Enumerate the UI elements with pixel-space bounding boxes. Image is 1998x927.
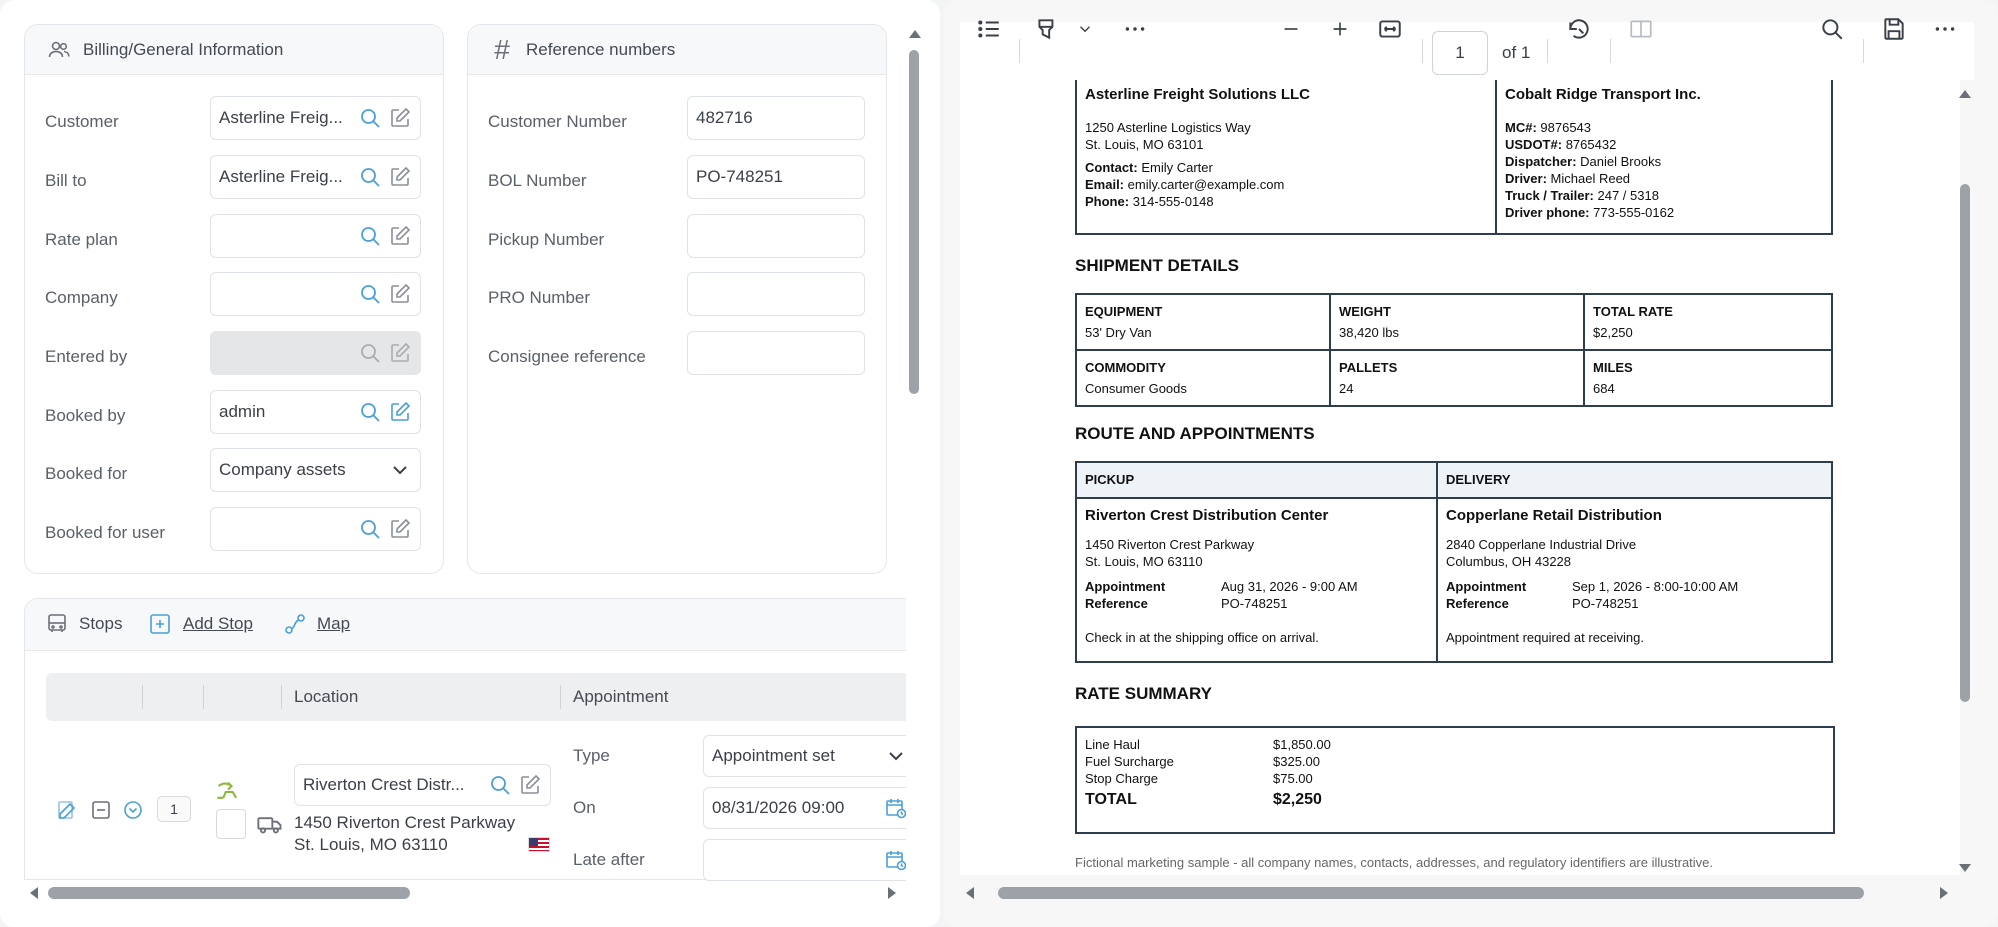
stops-title: Stops [79, 614, 123, 633]
add-stop-link[interactable]: Add Stop [183, 614, 253, 633]
booked-by-field[interactable] [210, 390, 421, 434]
shipment-value: $2,250 [1593, 325, 1633, 340]
search-icon[interactable] [358, 165, 382, 189]
carrier-dispatcher: Daniel Brooks [1580, 154, 1662, 169]
shipment-value: Consumer Goods [1085, 381, 1187, 396]
rate-summary-table [1075, 726, 1835, 834]
shipper-addr1: 1250 Asterline Logistics Way [1085, 120, 1251, 135]
route-table [1075, 461, 1833, 663]
delivery-name: Copperlane Retail Distribution [1446, 507, 1662, 524]
rate-summary-heading: RATE SUMMARY [1075, 684, 1212, 703]
shipment-label: EQUIPMENT [1085, 304, 1163, 319]
shipment-cell [1330, 350, 1584, 406]
scroll-up-arrow-icon[interactable] [1959, 90, 1971, 98]
shipper-email: emily.carter@example.com [1127, 177, 1285, 192]
chevron-down-icon [388, 458, 412, 482]
total-value: $2,250 [1273, 791, 1322, 808]
col-divider [142, 685, 143, 709]
shipment-cell [1584, 350, 1832, 406]
pdf-vertical-scrollbar[interactable] [1956, 86, 1974, 876]
reference-card-title: Reference numbers [526, 39, 676, 59]
appointment-type-label: Type [573, 746, 610, 765]
add-stop-plus-icon[interactable] [148, 612, 172, 636]
edit-icon[interactable] [388, 282, 412, 306]
parties-table [1075, 80, 1833, 235]
billing-field-label: Booked for [45, 464, 128, 483]
edit-icon[interactable] [388, 224, 412, 248]
toolbar-separator [1863, 39, 1864, 63]
remove-stop-icon[interactable] [89, 798, 113, 822]
customer-number-input[interactable] [687, 96, 865, 140]
rate-summary-cell [1076, 727, 1834, 833]
pdf-horizontal-scroll-thumb[interactable] [998, 887, 1864, 899]
chevron-down-icon[interactable] [1070, 14, 1100, 44]
zoom-in-icon[interactable] [1325, 14, 1355, 44]
reference-field-label: PRO Number [488, 288, 591, 307]
delivery-appt: Sep 1, 2026 - 8:00-10:00 AM [1572, 579, 1739, 594]
route-heading: ROUTE AND APPOINTMENTS [1075, 424, 1315, 443]
shipper-contact: Emily Carter [1141, 160, 1213, 175]
rotate-icon[interactable] [1564, 14, 1594, 44]
shipper-email-label: Email: [1085, 177, 1125, 192]
toolbar-separator [1019, 39, 1020, 63]
zoom-out-icon[interactable] [1276, 14, 1306, 44]
carrier-truck: 247 / 5318 [1597, 188, 1659, 203]
total-label: TOTAL [1085, 791, 1137, 808]
users-icon [47, 38, 71, 62]
search-icon [358, 341, 382, 365]
delivery-header [1437, 462, 1832, 498]
carrier-driver-phone-label: Driver phone: [1505, 205, 1590, 220]
billing-field-label: Booked by [45, 406, 126, 425]
fit-width-icon[interactable] [1375, 14, 1405, 44]
rate-line [1085, 770, 1825, 787]
shipment-cell [1330, 294, 1584, 350]
pdf-page [960, 80, 1960, 875]
stop-location-value[interactable]: Riverton Crest Distr... [303, 775, 465, 794]
appointment-late-field[interactable] [703, 839, 913, 881]
calendar-clock-icon[interactable] [884, 796, 908, 820]
billing-card-header [25, 25, 443, 75]
shipment-cell [1076, 350, 1330, 406]
billing-field-label: Customer [45, 112, 119, 131]
col-divider [560, 685, 561, 709]
page-count-label: of 1 [1502, 43, 1531, 62]
carrier-mc: 9876543 [1540, 120, 1592, 135]
appointment-on-field[interactable] [703, 787, 913, 829]
search-icon[interactable] [1817, 14, 1847, 44]
search-icon[interactable] [488, 773, 512, 797]
pickup-ref: PO-748251 [1221, 596, 1288, 611]
pickup-header-text: PICKUP [1085, 472, 1135, 487]
shipper-name: Asterline Freight Solutions LLC [1085, 86, 1311, 103]
bill-to-value[interactable]: Asterline Freig... [219, 167, 343, 186]
edit-icon[interactable] [388, 517, 412, 541]
pickup-stop-type-icon [214, 778, 242, 806]
appointment-on-label: On [573, 798, 596, 817]
shipment-details-heading: SHIPMENT DETAILS [1075, 256, 1240, 275]
reference-card-header [468, 25, 886, 75]
stop-address-line1: 1450 Riverton Crest Parkway [294, 813, 516, 832]
billing-field-label: Bill to [45, 171, 87, 190]
rate-line-label: Fuel Surcharge [1085, 754, 1174, 769]
stop-index-badge: 1 [157, 796, 191, 822]
scroll-up-arrow-icon[interactable] [909, 30, 921, 38]
rate-line-value: $1,850.00 [1273, 737, 1331, 752]
shipment-label: COMMODITY [1085, 360, 1166, 375]
shipment-value: 38,420 lbs [1339, 325, 1399, 340]
more-horizontal-icon[interactable] [1120, 14, 1150, 44]
scroll-left-arrow-icon[interactable] [966, 887, 974, 899]
scroll-down-arrow-icon[interactable] [1959, 864, 1971, 872]
pickup-cell [1076, 498, 1437, 662]
save-icon[interactable] [1879, 14, 1909, 44]
chevron-down-icon [884, 744, 908, 768]
reference-field-label: Customer Number [488, 112, 627, 131]
customer-number-value[interactable]: 482716 [696, 108, 753, 127]
shipment-label: WEIGHT [1339, 304, 1391, 319]
stops-table-header [46, 673, 906, 721]
shipment-label: MILES [1593, 360, 1633, 375]
delivery-addr1: 2840 Copperlane Industrial Drive [1446, 537, 1637, 552]
pdf-horizontal-scrollbar[interactable] [960, 884, 1956, 902]
rate-line [1085, 736, 1825, 753]
carrier-truck-label: Truck / Trailer: [1505, 188, 1594, 203]
map-route-icon[interactable] [283, 612, 307, 636]
toolbar-separator [1610, 39, 1611, 63]
appointment-on-value[interactable]: 08/31/2026 09:00 [712, 798, 845, 817]
pickup-header [1076, 462, 1437, 498]
col-divider [281, 685, 282, 709]
search-icon[interactable] [358, 400, 382, 424]
appointment-type-select[interactable] [703, 735, 913, 777]
col-divider [203, 685, 204, 709]
booked-by-value[interactable]: admin [219, 402, 266, 421]
billing-field-label: Entered by [45, 347, 128, 366]
delivery-note: Appointment required at receiving. [1446, 630, 1645, 645]
left-horizontal-scrollbar[interactable] [24, 884, 906, 902]
column-header-appointment: Appointment [573, 687, 669, 706]
rate-line [1085, 753, 1825, 770]
customer-value[interactable]: Asterline Freig... [219, 108, 343, 127]
rate-line-value: $325.00 [1273, 754, 1320, 769]
bol-number-value[interactable]: PO-748251 [696, 167, 783, 186]
bill-to-field[interactable] [210, 155, 421, 199]
page-number-input[interactable]: 1 [1432, 31, 1488, 75]
shipment-value: 24 [1339, 381, 1354, 396]
us-flag-icon [528, 837, 550, 852]
delivery-appt-label: Appointment [1446, 579, 1527, 594]
consignee-reference-input[interactable] [687, 331, 865, 375]
shipper-phone-label: Phone: [1085, 194, 1130, 209]
highlighter-icon[interactable] [1032, 14, 1062, 44]
billing-field-label: Rate plan [45, 230, 118, 249]
edit-icon[interactable] [388, 165, 412, 189]
document-footer-note: Fictional marketing sample - all company names, contacts, addresses, and regulatory identifiers are illustrative. [1075, 855, 1714, 870]
reference-field-label: BOL Number [488, 171, 587, 190]
pickup-number-input[interactable] [687, 214, 865, 258]
shipment-value: 684 [1593, 381, 1615, 396]
edit-stop-icon[interactable] [56, 798, 80, 822]
stop-location-field[interactable] [294, 764, 551, 806]
delivery-cell [1437, 498, 1832, 662]
booked-for-field[interactable] [210, 448, 421, 492]
reference-field-label: Pickup Number [488, 230, 605, 249]
outline-list-icon[interactable] [974, 14, 1004, 44]
carrier-name: Cobalt Ridge Transport Inc. [1505, 86, 1701, 103]
edit-icon[interactable] [388, 106, 412, 130]
column-header-location: Location [294, 687, 359, 706]
pickup-addr2: St. Louis, MO 63110 [1085, 554, 1203, 569]
search-icon[interactable] [358, 282, 382, 306]
company-field[interactable] [210, 272, 421, 316]
booked-for-user-field[interactable] [210, 507, 421, 551]
shipper-phone: 314-555-0148 [1132, 194, 1214, 209]
shipment-details-table [1075, 293, 1833, 407]
bus-icon [45, 612, 69, 636]
scroll-right-arrow-icon[interactable] [1940, 887, 1948, 899]
pickup-appt-label: Appointment [1085, 579, 1166, 594]
pdf-vertical-scroll-thumb[interactable] [1960, 184, 1970, 702]
billing-field-label: Booked for user [45, 523, 166, 542]
calendar-clock-icon[interactable] [884, 848, 908, 872]
delivery-ref-label: Reference [1446, 596, 1509, 611]
shipper-cell [1076, 80, 1496, 234]
edit-icon [388, 341, 412, 365]
pickup-note: Check in at the shipping office on arrival. [1085, 630, 1319, 645]
shipment-label: TOTAL RATE [1593, 304, 1673, 319]
scroll-left-arrow-icon[interactable] [30, 887, 38, 899]
shipment-value: 53' Dry Van [1085, 325, 1152, 340]
booked-for-value[interactable]: Company assets [219, 460, 346, 479]
rate-line-label: Stop Charge [1085, 771, 1158, 786]
rate-plan-field[interactable] [210, 214, 421, 258]
map-link[interactable]: Map [317, 614, 351, 633]
carrier-dispatcher-label: Dispatcher: [1505, 154, 1577, 169]
pickup-name: Riverton Crest Distribution Center [1085, 507, 1329, 524]
delivery-addr2: Columbus, OH 43228 [1446, 554, 1572, 569]
rate-line-label: Line Haul [1085, 737, 1140, 752]
shipment-cell [1584, 294, 1832, 350]
delivery-ref: PO-748251 [1572, 596, 1639, 611]
billing-field-label: Company [45, 288, 118, 307]
pickup-addr1: 1450 Riverton Crest Parkway [1085, 537, 1255, 552]
expand-stop-icon[interactable] [121, 798, 145, 822]
rate-line-value: $75.00 [1273, 771, 1313, 786]
truck-icon [256, 810, 284, 838]
pickup-ref-label: Reference [1085, 596, 1148, 611]
carrier-cell [1496, 80, 1832, 234]
carrier-driver-phone: 773-555-0162 [1593, 205, 1675, 220]
toolbar-separator [1547, 39, 1548, 63]
carrier-usdot: 8765432 [1565, 137, 1617, 152]
carrier-driver: Michael Reed [1550, 171, 1631, 186]
search-icon[interactable] [358, 224, 382, 248]
left-vertical-scrollbar-lower [906, 598, 924, 880]
scroll-right-arrow-icon[interactable] [888, 887, 896, 899]
search-icon[interactable] [358, 517, 382, 541]
carrier-usdot-label: USDOT#: [1505, 137, 1563, 152]
edit-icon[interactable] [388, 400, 412, 424]
carrier-mc-label: MC#: [1505, 120, 1537, 135]
reference-field-label: Consignee reference [488, 347, 646, 366]
customer-field[interactable] [210, 96, 421, 140]
toolbar-separator [1422, 39, 1423, 63]
hash-icon: # [494, 33, 510, 65]
stop-address-line2: St. Louis, MO 63110 [294, 835, 448, 854]
left-horizontal-scroll-thumb[interactable] [48, 887, 410, 899]
more-horizontal-icon[interactable] [1930, 14, 1960, 44]
shipment-label: PALLETS [1339, 360, 1398, 375]
stop-checkbox[interactable] [216, 809, 246, 839]
bol-number-input[interactable] [687, 155, 865, 199]
pickup-appt: Aug 31, 2026 - 9:00 AM [1221, 579, 1358, 594]
pro-number-input[interactable] [687, 272, 865, 316]
left-vertical-scroll-thumb[interactable] [909, 50, 919, 394]
appointment-late-label: Late after [573, 850, 645, 869]
edit-icon[interactable] [518, 773, 542, 797]
shipment-cell [1076, 294, 1330, 350]
entered-by-field [210, 331, 421, 375]
appointment-type-value[interactable]: Appointment set [712, 746, 835, 765]
shipper-addr2: St. Louis, MO 63101 [1085, 137, 1204, 152]
billing-card-title: Billing/General Information [83, 39, 284, 59]
shipper-contact-label: Contact: [1085, 160, 1138, 175]
two-page-view-icon[interactable] [1626, 14, 1656, 44]
search-icon[interactable] [358, 106, 382, 130]
delivery-header-text: DELIVERY [1446, 472, 1511, 487]
carrier-driver-label: Driver: [1505, 171, 1547, 186]
